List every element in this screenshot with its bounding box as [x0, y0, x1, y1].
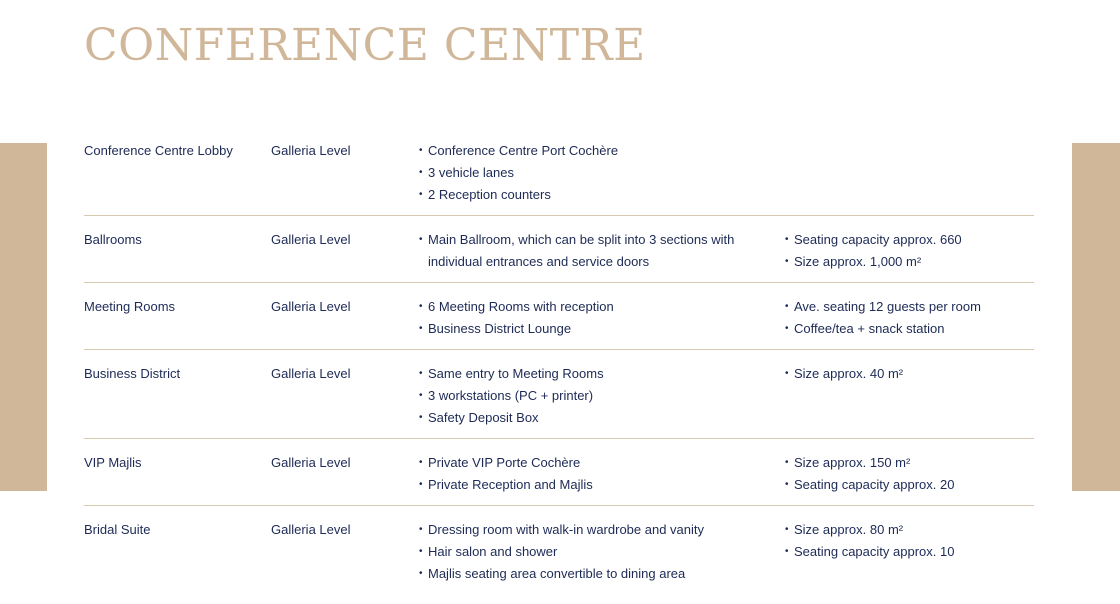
venue-features	[419, 140, 785, 206]
venue-features-list	[419, 140, 785, 206]
venue-name: Bridal Suite	[84, 522, 151, 537]
feature-item: • 3 vehicle lanes	[419, 162, 785, 184]
venue-capacity-list	[785, 229, 1034, 273]
capacity-item: • Size approx. 80 m²	[785, 519, 1034, 541]
capacity-item: • Size approx. 40 m²	[785, 363, 1034, 385]
venue-capacity-list	[785, 452, 1034, 496]
capacity-item: • Ave. seating 12 guests per room	[785, 296, 1034, 318]
venue-capacity	[785, 363, 1034, 429]
venue-level: Galleria Level	[271, 232, 351, 247]
venue-row	[84, 506, 1034, 594]
venue-row	[84, 283, 1034, 350]
feature-item: • Hair salon and shower	[419, 541, 785, 563]
venue-name: Conference Centre Lobby	[84, 143, 233, 158]
venue-features-list	[419, 229, 785, 273]
feature-item: • Dressing room with walk-in wardrobe and vanity	[419, 519, 785, 541]
venue-row	[84, 350, 1034, 439]
venue-name: Business District	[84, 366, 181, 381]
feature-item: • Private Reception and Majlis	[419, 474, 785, 496]
venue-features	[419, 296, 785, 340]
venue-capacity	[785, 296, 1034, 340]
venue-name: VIP Majlis	[84, 455, 142, 470]
left-decorative-band	[0, 143, 47, 491]
venue-features-list	[419, 296, 785, 340]
capacity-item: • Seating capacity approx. 10	[785, 541, 1034, 563]
venue-features	[419, 229, 785, 273]
venue-row	[84, 216, 1034, 283]
venue-capacity	[785, 140, 1034, 206]
capacity-item: • Size approx. 150 m²	[785, 452, 1034, 474]
venue-capacity	[785, 452, 1034, 496]
venue-row	[84, 439, 1034, 506]
feature-item: • 3 workstations (PC + printer)	[419, 385, 785, 407]
capacity-item: • Seating capacity approx. 20	[785, 474, 1034, 496]
capacity-item: • Size approx. 1,000 m²	[785, 251, 1034, 273]
venue-level: Galleria Level	[271, 455, 351, 470]
feature-item: • Majlis seating area convertible to dining area	[419, 563, 785, 585]
feature-item: • 2 Reception counters	[419, 184, 785, 206]
venue-features	[419, 452, 785, 496]
capacity-item: • Coffee/tea + snack station	[785, 318, 1034, 340]
feature-item: • Private VIP Porte Cochère	[419, 452, 785, 474]
venue-table	[84, 137, 1034, 594]
venue-name: Meeting Rooms	[84, 299, 176, 314]
feature-item: • Conference Centre Port Cochère	[419, 140, 785, 162]
right-decorative-band	[1072, 143, 1120, 491]
venue-capacity-list	[785, 296, 1034, 340]
venue-features	[419, 363, 785, 429]
feature-item: • Main Ballroom, which can be split into 3 sections with individual entrances and service doors	[419, 229, 785, 273]
venue-level: Galleria Level	[271, 143, 351, 158]
venue-features-list	[419, 519, 785, 585]
page-title: CONFERENCE CENTRE	[84, 20, 646, 71]
venue-features	[419, 519, 785, 585]
venue-level: Galleria Level	[271, 522, 351, 537]
venue-features-list	[419, 452, 785, 496]
venue-capacity-list	[785, 363, 1034, 385]
venue-capacity	[785, 519, 1034, 585]
venue-capacity	[785, 229, 1034, 273]
venue-features-list	[419, 363, 785, 429]
feature-item: • Same entry to Meeting Rooms	[419, 363, 785, 385]
feature-item: • 6 Meeting Rooms with reception	[419, 296, 785, 318]
venue-level: Galleria Level	[271, 299, 351, 314]
venue-capacity-list	[785, 519, 1034, 563]
feature-item: • Safety Deposit Box	[419, 407, 785, 429]
venue-level: Galleria Level	[271, 366, 351, 381]
capacity-item: • Seating capacity approx. 660	[785, 229, 1034, 251]
venue-row	[84, 137, 1034, 216]
venue-name: Ballrooms	[84, 232, 142, 247]
feature-item: • Business District Lounge	[419, 318, 785, 340]
